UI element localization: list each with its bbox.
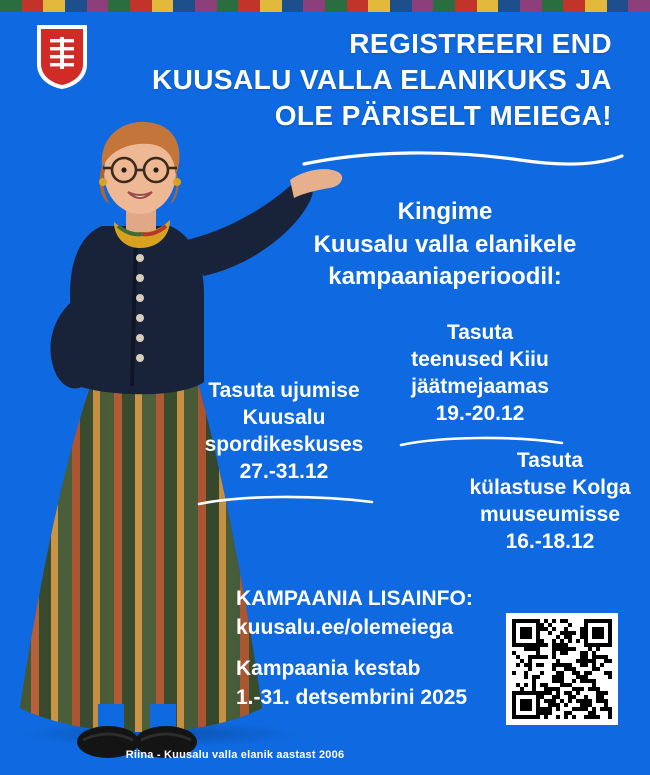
campaign-duration (236, 655, 536, 712)
gift-intro-line-2: Kuusalu valla elanikele (313, 230, 577, 258)
offer-museum-line-3: muuseumisse (479, 502, 621, 526)
campaign-info-label: KAMPAANIA LISAINFO: (236, 587, 473, 610)
gift-intro-text (250, 196, 640, 294)
photo-caption: Riina - Kuusalu valla elanik aastast 2006 (125, 749, 345, 761)
offer-museum-line-2: külastuse Kolga (469, 475, 631, 499)
kuusalu-coat-of-arms-icon (36, 24, 88, 90)
qr-code-matrix (512, 619, 612, 719)
qr-code[interactable] (506, 613, 618, 725)
offer-museum (460, 448, 640, 556)
gift-intro-line-3: kampaaniaperioodil: (328, 263, 562, 291)
campaign-duration-line-1: Kampaania kestab (236, 657, 421, 680)
offer-swimming-line-2: Kuusalu (242, 405, 326, 429)
offer-waste-line-1: Tasuta (446, 321, 514, 344)
swoosh-underline-offer-waste-icon (398, 434, 566, 452)
offer-museum-line-1: Tasuta (516, 449, 584, 472)
headline-line-3: OLE PÄRISELT MEIEGA! (274, 99, 612, 131)
offer-swimming-dates: 27.-31.12 (239, 459, 329, 483)
campaign-info (236, 585, 516, 642)
offer-swimming-line-3: spordikeskuses (204, 432, 364, 456)
swoosh-underline-offer-swimming-icon (196, 493, 376, 511)
headline-line-2: KUUSALU VALLA ELANIKUKS JA (152, 63, 612, 95)
campaign-duration-line-2: 1.-31. detsembrini 2025 (236, 685, 468, 709)
offer-museum-dates: 16.-18.12 (505, 529, 595, 553)
offer-swimming-line-1: Tasuta ujumise (208, 379, 360, 402)
offer-waste-dates: 19.-20.12 (435, 401, 525, 425)
offer-waste-line-3: jäätmejaamas (411, 374, 549, 398)
offer-waste-station (382, 320, 578, 428)
gift-intro-line-1: Kingime (397, 198, 493, 225)
headline-line-1: REGISTREERI END (349, 28, 612, 59)
offer-waste-line-2: teenused Kiiu (411, 347, 549, 371)
offer-swimming (178, 378, 390, 486)
page-title (90, 26, 630, 133)
campaign-info-url[interactable]: kuusalu.ee/olemeiega (236, 615, 454, 639)
swoosh-underline-headline-icon (300, 148, 630, 174)
decorative-stripe-border (0, 0, 650, 12)
